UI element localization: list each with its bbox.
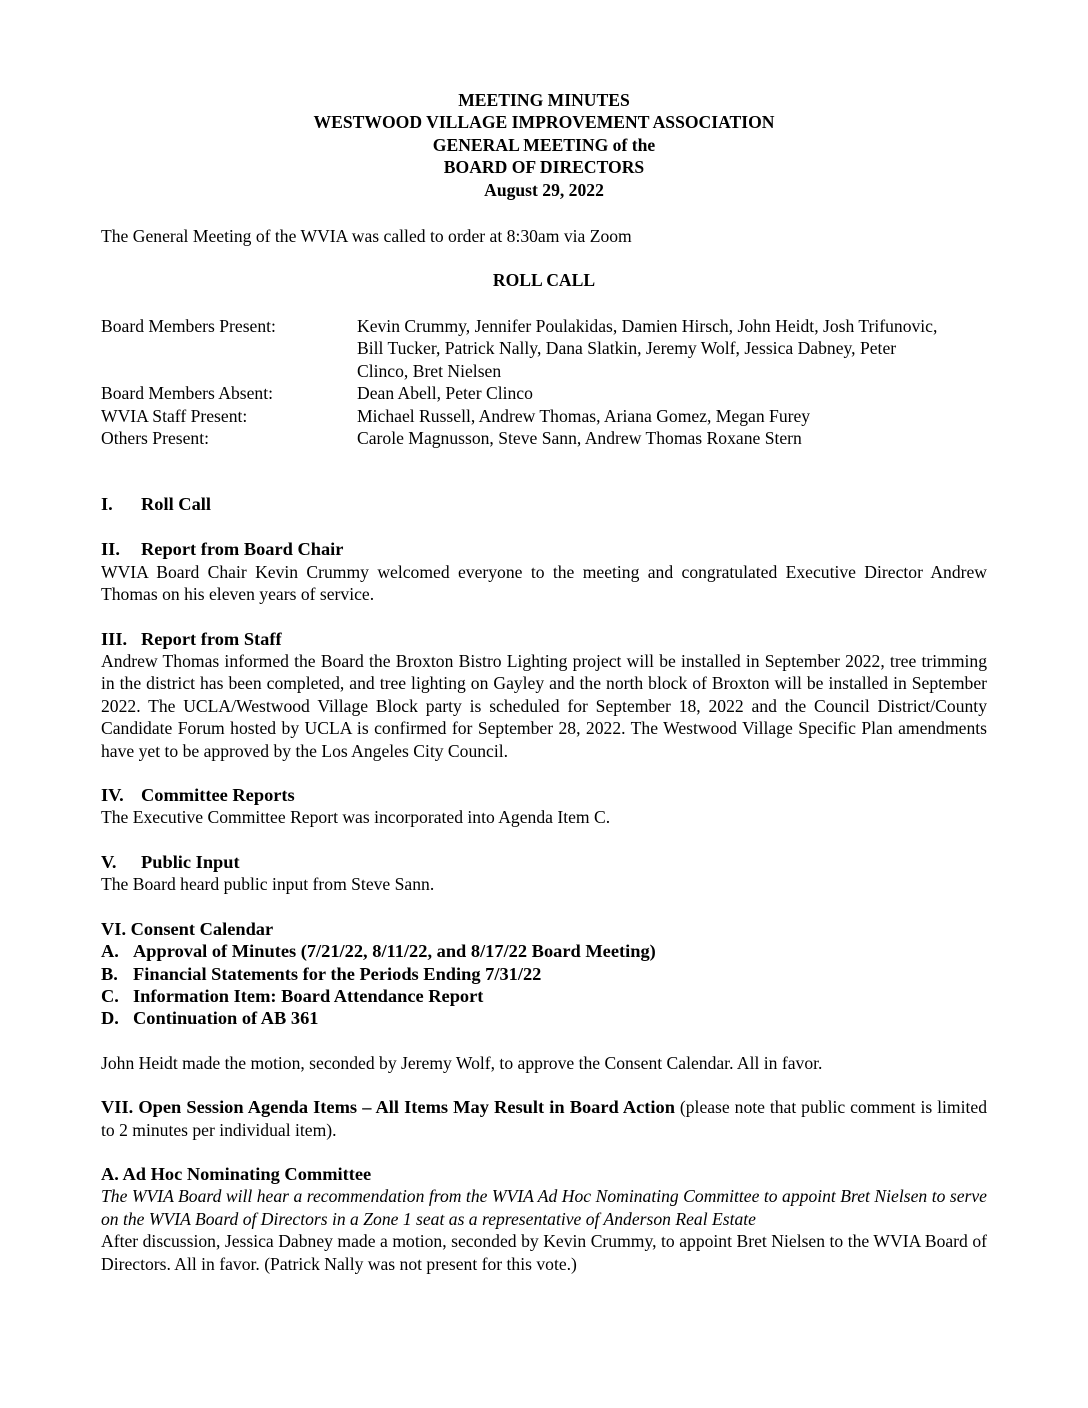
header-board: BOARD OF DIRECTORS	[443, 157, 645, 178]
section-heading	[101, 784, 987, 806]
item-letter: B.	[101, 963, 118, 984]
section-staff-report	[101, 628, 987, 762]
section-heading	[101, 538, 987, 560]
section-heading	[101, 493, 987, 515]
section-number: II.	[101, 539, 120, 560]
section-number: IV.	[101, 785, 124, 806]
section-heading	[101, 628, 987, 650]
section-title: Roll Call	[141, 494, 211, 514]
list-item	[101, 940, 987, 962]
consent-list	[101, 940, 987, 1030]
roll-row-absent	[101, 382, 991, 404]
list-item	[101, 985, 987, 1007]
header-organization: WESTWOOD VILLAGE IMPROVEMENT ASSOCIATION	[313, 112, 775, 133]
roll-call-heading: ROLL CALL	[492, 270, 596, 290]
intro-paragraph: The General Meeting of the WVIA was called to order at 8:30am via Zoom	[101, 226, 632, 246]
section-heading-note: (please note that public comment is limited to 2 minutes per individual item).	[101, 1097, 987, 1140]
minutes-sections	[101, 493, 987, 1275]
section-public-input	[101, 851, 987, 896]
section-open-session	[101, 1096, 987, 1141]
roll-label: Board Members Present:	[101, 316, 276, 336]
section-body: After discussion, Jessica Dabney made a motion, seconded by Kevin Crummy, to appoint Bret Nielsen to the WVIA Board of Directors. All in favor. (Patrick Nally was not present for this vote.)	[101, 1231, 987, 1274]
section-ad-hoc-nominating	[101, 1163, 987, 1275]
section-board-chair-report	[101, 538, 987, 605]
section-title: Public Input	[141, 851, 240, 872]
item-letter: A.	[101, 941, 119, 962]
agenda-item-description: The WVIA Board will hear a recommendation from the WVIA Ad Hoc Nominating Committee to appoint Bret Nielsen to serve on the WVIA Board of Directors in a Zone 1 seat as a representative of Anderson Real Estate	[101, 1186, 987, 1229]
roll-value: Kevin Crummy, Jennifer Poulakidas, Damien Hirsch, John Heidt, Josh Trifunovic, Bill Tucker, Patrick Nally, Dana Slatkin, Jeremy Wolf, Jessica Dabney, Peter Clinco, Bret Nielsen	[357, 316, 938, 381]
item-text: Financial Statements for the Periods Ending 7/31/22	[133, 963, 542, 984]
roll-label: WVIA Staff Present:	[101, 405, 248, 426]
header-meeting-type: GENERAL MEETING of the	[432, 134, 656, 155]
section-number: III.	[101, 628, 128, 649]
section-title: Report from Staff	[141, 628, 282, 649]
section-body: WVIA Board Chair Kevin Crummy welcomed everyone to the meeting and congratulated Executive Director Andrew Thomas on his eleven years of service.	[101, 561, 987, 605]
section-title: Committee Reports	[141, 785, 295, 806]
list-item	[101, 963, 987, 985]
section-heading: VII. Open Session Agenda Items – All Items May Result in Board Action	[101, 1097, 675, 1118]
section-consent-calendar	[101, 918, 987, 1074]
section-number: I.	[101, 494, 113, 514]
roll-value: Michael Russell, Andrew Thomas, Ariana Gomez, Megan Furey	[357, 405, 811, 426]
consent-motion: John Heidt made the motion, seconded by Jeremy Wolf, to approve the Consent Calendar. All in favor.	[101, 1052, 823, 1073]
roll-row-present	[101, 315, 991, 382]
item-text: Information Item: Board Attendance Report	[133, 985, 484, 1006]
section-body: Andrew Thomas informed the Board the Broxton Bistro Lighting project will be installed in September 2022, tree trimming in the district has been completed, and tree lighting on Gayley and the north block of Broxton will be installed in September 2022. The UCLA/Westwood Village Block party is scheduled for September 18, 2022 and the Council District/County Candidate Forum hosted by UCLA is confirmed for September 28, 2022. The Westwood Village Specific Plan amendments have yet to be approved by the Los Angeles City Council.	[101, 651, 987, 761]
roll-value: Dean Abell, Peter Clinco	[357, 383, 533, 404]
section-roll-call	[101, 493, 987, 515]
section-heading: VI. Consent Calendar	[101, 918, 274, 939]
section-body: The Board heard public input from Steve Sann.	[101, 874, 435, 895]
section-title: Report from Board Chair	[141, 539, 344, 560]
roll-value: Carole Magnusson, Steve Sann, Andrew Thomas Roxane Stern	[357, 428, 802, 449]
section-committee-reports	[101, 784, 987, 829]
section-body: The Executive Committee Report was incorporated into Agenda Item C.	[101, 807, 611, 828]
roll-call-table	[101, 315, 991, 449]
section-number: V.	[101, 851, 117, 872]
list-item	[101, 1007, 987, 1029]
document-header	[0, 89, 1088, 201]
header-title: MEETING MINUTES	[458, 90, 630, 110]
item-letter: D.	[101, 1008, 119, 1029]
roll-row-staff	[101, 405, 991, 427]
item-text: Continuation of AB 361	[133, 1008, 319, 1029]
item-text: Approval of Minutes (7/21/22, 8/11/22, and 8/17/22 Board Meeting)	[133, 941, 656, 962]
roll-row-others	[101, 427, 991, 449]
header-date: August 29, 2022	[484, 179, 604, 200]
roll-label: Board Members Absent:	[101, 383, 274, 404]
item-letter: C.	[101, 985, 119, 1006]
section-heading	[101, 851, 987, 873]
section-heading: A. Ad Hoc Nominating Committee	[101, 1163, 372, 1184]
roll-label: Others Present:	[101, 428, 209, 449]
